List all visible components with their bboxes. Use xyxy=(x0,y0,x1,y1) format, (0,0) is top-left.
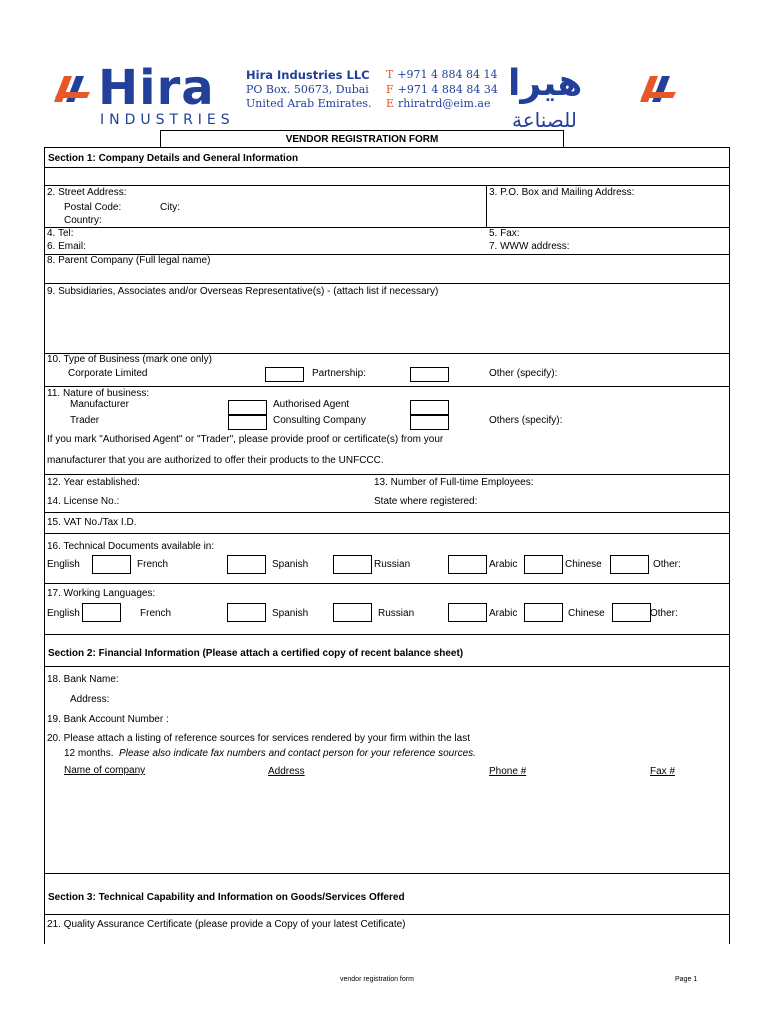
col-address: Address xyxy=(268,766,305,777)
work-chinese-checkbox[interactable] xyxy=(612,603,651,622)
work-lang-russian: Russian xyxy=(378,608,415,619)
tech-lang-chinese: Chinese xyxy=(565,559,602,570)
quality-assurance-label: 21. Quality Assurance Certificate (please provide a Copy of your latest Cetificate) xyxy=(47,919,406,930)
nature-business-label: 11. Nature of business: xyxy=(47,388,150,399)
references-line2: 12 months. Please also indicate fax numbers and contact person for your reference sources. xyxy=(64,748,476,759)
tech-lang-russian: Russian xyxy=(374,559,411,570)
country-label: Country: xyxy=(64,215,102,226)
manufacturer-label: Manufacturer xyxy=(70,399,129,410)
section3-title: Section 3: Technical Capability and Information on Goods/Services Offered xyxy=(48,892,405,903)
hira-logo-mark-right-icon xyxy=(636,70,682,106)
state-registered-label: State where registered: xyxy=(374,496,478,507)
arabic-company-name: هيرا xyxy=(508,63,583,104)
col-fax: Fax # xyxy=(650,766,676,777)
partnership-label: Partnership: xyxy=(312,368,366,379)
proof-note-line2: manufacturer that you are authorized to offer their products to the UNFCCC. xyxy=(47,455,384,466)
tech-chinese-checkbox[interactable] xyxy=(610,555,649,574)
tel-label: 4. Tel: xyxy=(47,228,74,239)
work-lang-english: English xyxy=(47,608,80,619)
work-lang-spanish: Spanish xyxy=(272,608,309,619)
tech-lang-english: English xyxy=(47,559,80,570)
license-label: 14. License No.: xyxy=(47,496,120,507)
email-label: 6. Email: xyxy=(47,241,86,252)
section1-title: Section 1: Company Details and General Information xyxy=(48,153,299,164)
vat-label: 15. VAT No./Tax I.D. xyxy=(47,517,137,528)
working-lang-label: 17. Working Languages: xyxy=(47,588,156,599)
bank-name-label: 18. Bank Name: xyxy=(47,674,119,685)
header-email: E rhiratrd@eim.ae xyxy=(386,97,491,110)
trader-checkbox[interactable] xyxy=(228,415,267,430)
consulting-checkbox[interactable] xyxy=(410,415,449,430)
work-english-checkbox[interactable] xyxy=(82,603,121,622)
tech-russian-checkbox[interactable] xyxy=(448,555,487,574)
business-type-label: 10. Type of Business (mark one only) xyxy=(47,354,212,365)
arabic-company-subtitle: للصناعة xyxy=(512,108,577,132)
tech-spanish-checkbox[interactable] xyxy=(333,555,372,574)
header-phone: T +971 4 884 84 14 xyxy=(386,68,498,81)
logo-wordmark: Hira xyxy=(98,60,215,116)
footer-page-number: Page 1 xyxy=(675,976,698,983)
references-line1: 20. Please attach a listing of reference sources for services rendered by your firm within the last xyxy=(47,733,470,744)
partnership-checkbox[interactable] xyxy=(410,367,449,382)
tech-english-checkbox[interactable] xyxy=(92,555,131,574)
work-french-checkbox[interactable] xyxy=(227,603,266,622)
tech-french-checkbox[interactable] xyxy=(227,555,266,574)
work-lang-other: Other: xyxy=(650,608,678,619)
company-address-line1: PO Box. 50673, Dubai xyxy=(246,83,369,96)
company-address-line2: United Arab Emirates. xyxy=(246,97,372,110)
tech-lang-other: Other: xyxy=(653,559,681,570)
form-title: VENDOR REGISTRATION FORM xyxy=(285,134,439,145)
work-russian-checkbox[interactable] xyxy=(448,603,487,622)
work-arabic-checkbox[interactable] xyxy=(524,603,563,622)
work-spanish-checkbox[interactable] xyxy=(333,603,372,622)
authorised-agent-label: Authorised Agent xyxy=(273,399,350,410)
corporate-limited-checkbox[interactable] xyxy=(265,367,304,382)
others-nature-label: Others (specify): xyxy=(489,415,563,426)
work-lang-arabic: Arabic xyxy=(489,608,518,619)
company-name: Hira Industries LLC xyxy=(246,68,370,82)
bank-account-label: 19. Bank Account Number : xyxy=(47,714,169,725)
parent-company-label: 8. Parent Company (Full legal name) xyxy=(47,255,211,266)
trader-label: Trader xyxy=(70,415,100,426)
tech-lang-french: French xyxy=(137,559,169,570)
fax-label: 5. Fax: xyxy=(489,228,520,239)
work-lang-chinese: Chinese xyxy=(568,608,605,619)
bank-address-label: Address: xyxy=(70,694,110,705)
col-phone: Phone # xyxy=(489,766,527,777)
employees-label: 13. Number of Full-time Employees: xyxy=(374,477,534,488)
corporate-limited-label: Corporate Limited xyxy=(68,368,148,379)
col-company-name: Name of company xyxy=(64,765,146,776)
po-box-label: 3. P.O. Box and Mailing Address: xyxy=(489,187,635,198)
section2-title: Section 2: Financial Information (Please attach a certified copy of recent balance sheet) xyxy=(48,648,464,659)
consulting-label: Consulting Company xyxy=(273,415,366,426)
postal-code-label: Postal Code: xyxy=(64,202,122,213)
other-business-label: Other (specify): xyxy=(489,368,558,379)
logo-subtitle: INDUSTRIES xyxy=(100,112,235,128)
city-label: City: xyxy=(160,202,180,213)
year-established-label: 12. Year established: xyxy=(47,477,140,488)
header-fax: F +971 4 884 84 34 xyxy=(386,83,498,96)
tech-docs-label: 16. Technical Documents available in: xyxy=(47,541,215,552)
subsidiaries-label: 9. Subsidiaries, Associates and/or Overseas Representative(s) - (attach list if necessary) xyxy=(47,286,439,297)
work-lang-french: French xyxy=(140,608,172,619)
footer-title: vendor registration form xyxy=(340,976,414,983)
authorised-agent-checkbox[interactable] xyxy=(410,400,449,415)
tech-arabic-checkbox[interactable] xyxy=(524,555,563,574)
proof-note-line1: If you mark "Authorised Agent" or "Trader", please provide proof or certificate(s) from your xyxy=(47,434,444,445)
manufacturer-checkbox[interactable] xyxy=(228,400,267,415)
street-address-label: 2. Street Address: xyxy=(47,187,127,198)
tech-lang-spanish: Spanish xyxy=(272,559,309,570)
www-label: 7. WWW address: xyxy=(489,241,570,252)
tech-lang-arabic: Arabic xyxy=(489,559,518,570)
hira-logo-mark-icon xyxy=(50,70,96,106)
